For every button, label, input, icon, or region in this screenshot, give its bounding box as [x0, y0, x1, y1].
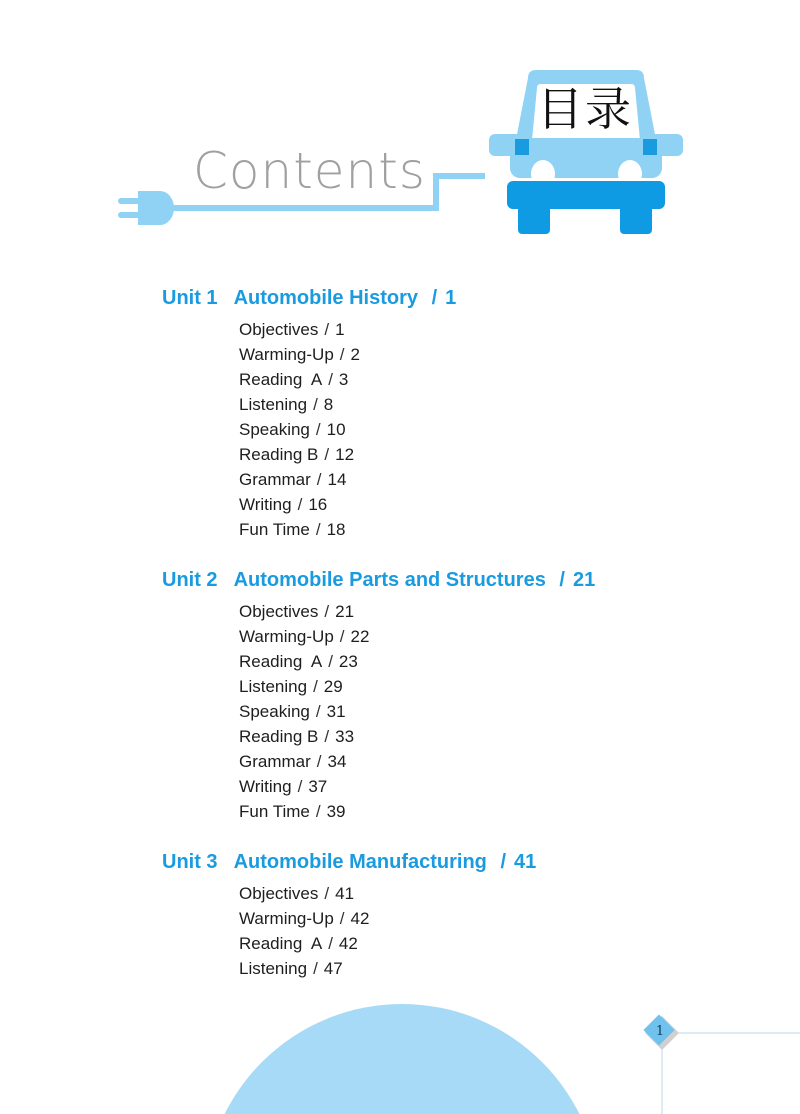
entry-page: 39: [326, 802, 346, 821]
entry-separator: /: [315, 702, 321, 721]
entry-page: 14: [327, 470, 347, 489]
entry-separator: /: [328, 370, 333, 389]
entry-label: Fun Time: [239, 802, 310, 821]
entry-separator: /: [339, 909, 345, 928]
toc-entry[interactable]: [239, 959, 343, 979]
entry-separator: /: [339, 345, 345, 364]
entry-separator: /: [339, 627, 345, 646]
toc-entry[interactable]: [239, 884, 354, 904]
toc-entry[interactable]: [239, 677, 343, 697]
unit-separator: /: [559, 569, 565, 591]
entry-label: Reading A: [239, 370, 323, 389]
toc-entry[interactable]: [239, 909, 369, 929]
toc-entry[interactable]: [239, 727, 354, 747]
entry-label: Listening: [239, 959, 308, 978]
entry-separator: /: [316, 752, 322, 771]
entry-label: Grammar: [239, 470, 311, 489]
toc-entry[interactable]: [239, 752, 346, 772]
entry-page: 18: [326, 520, 346, 539]
entry-label: Warming-Up: [239, 909, 334, 928]
toc-entry[interactable]: [239, 602, 354, 622]
entry-separator: /: [328, 652, 333, 671]
entry-separator: /: [297, 495, 303, 514]
toc-entry[interactable]: [239, 320, 345, 340]
unit-page: 21: [572, 569, 596, 591]
entry-page: 23: [338, 652, 358, 671]
entry-page: 42: [338, 934, 358, 953]
entry-page: 8: [323, 395, 334, 414]
page-number: 1: [655, 1024, 665, 1039]
entry-page: 1: [335, 320, 345, 339]
chinese-title: 目录: [537, 82, 633, 136]
entry-page: 16: [308, 495, 328, 514]
entry-label: Reading A: [239, 934, 323, 953]
entry-separator: /: [297, 777, 303, 796]
unit-title: Automobile Parts and Structures: [233, 569, 546, 591]
entry-separator: /: [324, 884, 330, 903]
toc-entry[interactable]: [239, 777, 327, 797]
entry-page: 2: [350, 345, 360, 364]
toc-entry[interactable]: [239, 445, 354, 465]
unit-title: Automobile History: [233, 287, 419, 309]
entry-page: 41: [335, 884, 355, 903]
entry-page: 47: [323, 959, 343, 978]
entry-page: 3: [338, 370, 349, 389]
entry-separator: /: [313, 959, 318, 978]
entry-label: Speaking: [239, 702, 310, 721]
entry-label: Reading B: [239, 727, 319, 746]
entry-page: 42: [350, 909, 370, 928]
toc-entry[interactable]: [239, 420, 346, 440]
entry-page: 33: [335, 727, 355, 746]
toc-entry[interactable]: [239, 652, 358, 672]
toc-entry[interactable]: [239, 395, 333, 415]
unit-title: Automobile Manufacturing: [233, 851, 487, 873]
entry-page: 31: [326, 702, 346, 721]
entry-page: 37: [308, 777, 328, 796]
bottom-decoration: [0, 990, 800, 1114]
entry-separator: /: [316, 470, 322, 489]
entry-separator: /: [315, 802, 321, 821]
entry-separator: /: [315, 420, 321, 439]
entry-separator: /: [324, 445, 330, 464]
entry-separator: /: [315, 520, 321, 539]
entry-separator: /: [324, 602, 330, 621]
toc-entry[interactable]: [239, 370, 348, 390]
entry-page: 21: [335, 602, 355, 621]
toc-entry[interactable]: [239, 802, 346, 822]
unit-page: 41: [514, 851, 537, 873]
entry-separator: /: [324, 320, 330, 339]
entry-separator: /: [324, 727, 330, 746]
entry-label: Speaking: [239, 420, 310, 439]
entry-label: Warming-Up: [239, 345, 334, 364]
unit-number: Unit 1: [162, 287, 218, 309]
toc-entry[interactable]: [239, 627, 369, 647]
entry-label: Fun Time: [239, 520, 310, 539]
toc-entry[interactable]: [239, 520, 346, 540]
unit-separator: /: [431, 287, 438, 309]
toc-entry[interactable]: [239, 934, 358, 954]
unit-heading[interactable]: [162, 568, 595, 592]
entry-separator: /: [313, 677, 318, 696]
entry-label: Objectives: [239, 884, 319, 903]
entry-page: 34: [327, 752, 347, 771]
entry-label: Grammar: [239, 752, 311, 771]
entry-label: Writing: [239, 777, 292, 796]
entry-label: Writing: [239, 495, 292, 514]
unit-separator: /: [500, 851, 507, 873]
toc-entry[interactable]: [239, 702, 346, 722]
contents-title: Contents: [193, 142, 426, 200]
entry-label: Reading B: [239, 445, 319, 464]
entry-page: 10: [326, 420, 346, 439]
toc-entry[interactable]: [239, 345, 360, 365]
unit-number: Unit 2: [162, 569, 218, 591]
entry-separator: /: [328, 934, 333, 953]
unit-number: Unit 3: [162, 851, 218, 873]
entry-page: 29: [323, 677, 343, 696]
entry-label: Listening: [239, 395, 308, 414]
entry-label: Warming-Up: [239, 627, 334, 646]
unit-heading[interactable]: [162, 286, 456, 310]
entry-label: Objectives: [239, 320, 319, 339]
toc-entry[interactable]: [239, 470, 346, 490]
entry-label: Reading A: [239, 652, 323, 671]
toc-entry[interactable]: [239, 495, 327, 515]
entry-page: 12: [335, 445, 355, 464]
decorative-circle: [204, 1004, 600, 1114]
unit-heading[interactable]: [162, 850, 536, 874]
entry-label: Objectives: [239, 602, 319, 621]
entry-label: Listening: [239, 677, 308, 696]
unit-page: 1: [445, 287, 457, 309]
header-illustration: [0, 0, 800, 250]
entry-page: 22: [350, 627, 370, 646]
entry-separator: /: [313, 395, 318, 414]
